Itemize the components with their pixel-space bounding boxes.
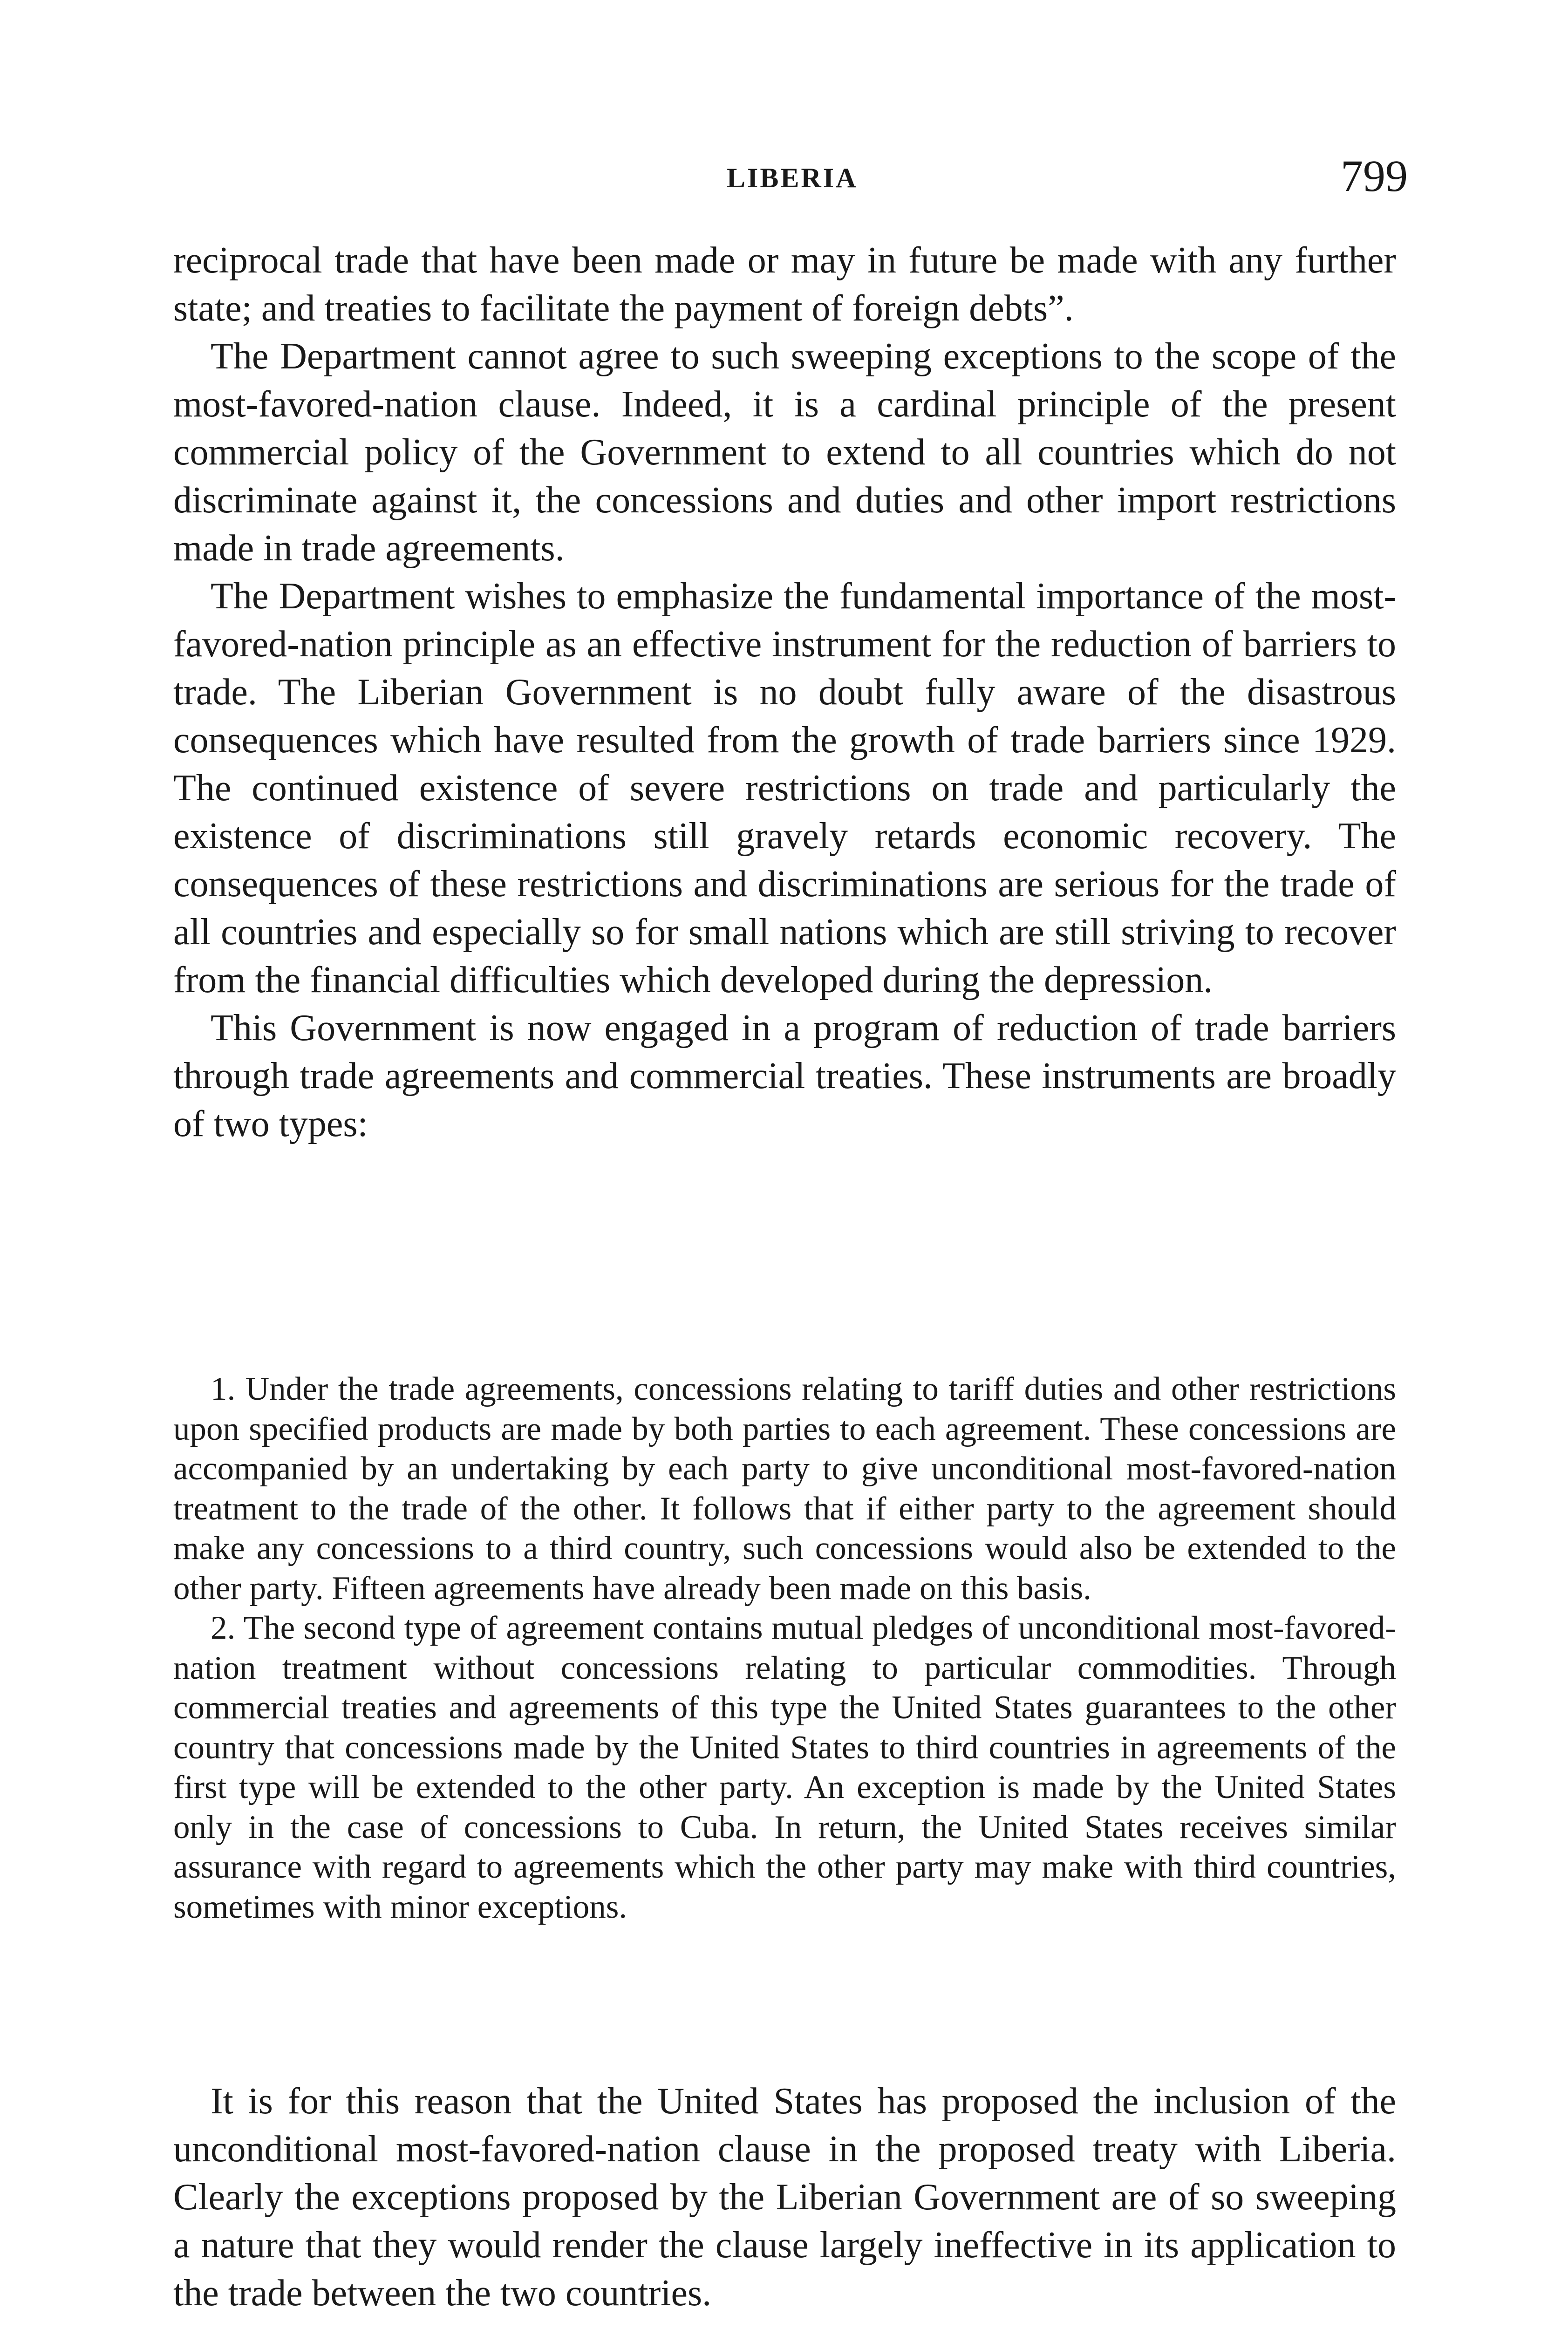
page-number: 799	[1341, 151, 1408, 201]
running-title: LIBERIA	[727, 163, 858, 193]
paragraph-mfn-importance: The Department wishes to emphasize the fundamental importance of the most-favored-nation principle as an effective instrument for the reduction of barriers to trade. The Liberian Government is no doubt fully aware of the disastrous consequences which have resulted from the growth of trade barriers since 1929. The continued existence of severe restrictions on trade and particularly the existence of discriminations still gravely retards economic recovery. The consequences of these restrictions and discriminations are serious for the trade of all countries and especially so for small nations which are still striving to recover from the financial difficulties which developed during the depression.	[173, 576, 1396, 1001]
closing-text	[173, 2077, 1396, 2317]
list-item: 2. The second type of agreement contains mutual pledges of unconditional most-favored-nation treatment without concessions relating to particular commodities. Through commercial treaties and agreements of this type the United States guarantees to the other country that concessions made by the United States to third countries in agreements of the first type will be extended to the other party. An exception is made by the United States only in the case of concessions to Cuba. In return, the United States receives similar assurance with regard to agreements which the other party may make with third countries, sometimes with minor exceptions.	[173, 1610, 1396, 1925]
agreement-types-list	[173, 1369, 1396, 1927]
body-text	[173, 237, 1396, 1148]
list-item: 1. Under the trade agreements, concessions relating to tariff duties and other restrictions upon specified products are made by both parties to each agreement. These concessions are accompanied by an undertaking by each party to give unconditional most-favored-nation treatment to the trade of the other. It follows that if either party to the agreement should make any concessions to a third country, such concessions would also be extended to the other party. Fifteen agreements have already been made on this basis.	[173, 1371, 1396, 1607]
paragraph-continued-quote: reciprocal trade that have been made or may in future be made with any further state; and treaties to facilitate the payment of foreign debts”.	[173, 240, 1396, 329]
paragraph-closing: It is for this reason that the United States has proposed the inclusion of the unconditional most-favored-nation clause in the proposed treaty with Liberia. Clearly the exceptions proposed by the Liberian Government are of so sweeping a nature that they would render the clause largely ineffective in its application to the trade between the two countries.	[173, 2081, 1396, 2314]
paragraph-department-disagrees: The Department cannot agree to such sweeping exceptions to the scope of the most-favored-nation clause. Indeed, it is a cardinal principle of the present commercial policy of the Government to extend to all countries which do not discriminate against it, the concessions and duties and other import restrictions made in trade agreements.	[173, 336, 1396, 569]
paragraph-program-intro: This Government is now engaged in a program of reduction of trade barriers through trade agreements and commercial treaties. These instruments are broadly of two types:	[173, 1008, 1396, 1144]
